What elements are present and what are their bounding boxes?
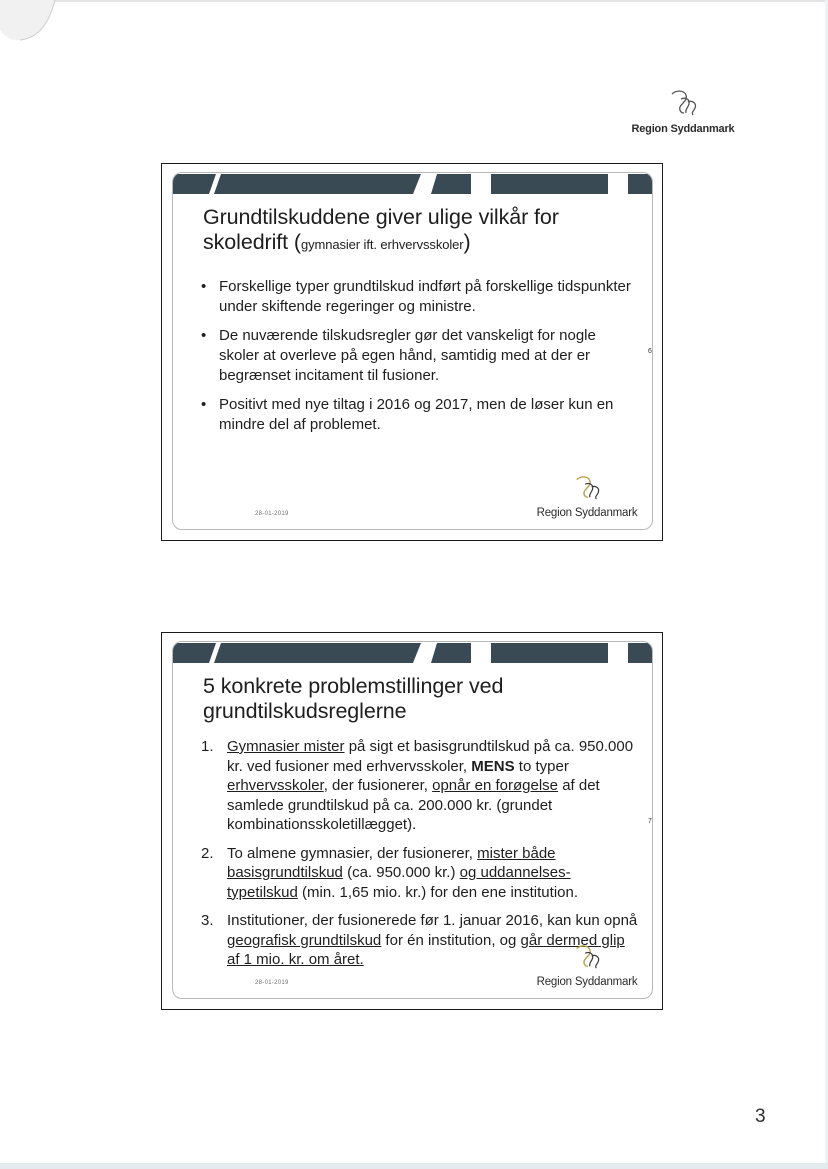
slide-7-content [172, 641, 653, 999]
slide-7-date: 28-01-2019 [255, 980, 289, 986]
item-text: af det samlede grundtilskud på ca. 200.000 kr. (grundet kombinationsskoletillægget). [227, 777, 600, 833]
item-text: , der fusionerer, [323, 777, 433, 794]
slide-6-logo [532, 474, 642, 519]
slide-7-title: 5 konkrete problemstillinger ved grundtilskudsreglerne [203, 674, 504, 723]
item-text: (ca. 950.000 kr.) [342, 864, 460, 881]
bullet-item: • Positivt med nye tiltag i 2016 og 2017, men de løser kun en mindre del af problemet. [201, 395, 631, 435]
page-number: 3 [755, 1106, 766, 1127]
header-logo [628, 88, 738, 135]
item-text: Institutioner, der fusionerede før 1. januar 2016, kan kun opnå [227, 912, 638, 929]
item-text: (min. 1,65 mio. kr.) for den ene institution. [297, 883, 579, 901]
slide-7-logo-text: Region Syddanmark [536, 976, 638, 988]
item-text: To almene gymnasier, der fusionerer, [227, 844, 478, 862]
header-logo-text: Region Syddanmark [631, 123, 735, 135]
region-syddanmark-logo-icon [666, 88, 700, 118]
page-top-edge [0, 0, 828, 2]
underlined-text: geografisk grundtilskud [227, 931, 382, 949]
slide-6-logo-text: Region Syddanmark [536, 507, 638, 519]
numbered-item [201, 844, 641, 903]
slide-6-frame [161, 163, 663, 541]
page-bottom-edge [0, 1163, 828, 1169]
slide-6-bullet-list [201, 277, 631, 444]
slide-7-logo [532, 943, 642, 988]
item-text: for én institution, og [381, 931, 521, 949]
item-number: 3. [201, 912, 214, 929]
item-text: to typer [514, 757, 569, 775]
underlined-text: Gymnasier mister [227, 738, 345, 755]
slide-banner [173, 174, 652, 194]
region-syddanmark-logo-icon [569, 943, 605, 971]
numbered-item [201, 737, 641, 835]
slide-banner [173, 643, 652, 663]
item-number: 1. [201, 738, 214, 755]
underlined-text: mister både basisgrundtilskud [227, 844, 556, 881]
bold-text: MENS [471, 757, 515, 775]
underlined-text: går dermed glip af 1 mio. kr. om året. [227, 931, 625, 968]
slide-6-title: Grundtilskuddene giver ulige vilkår for skoledrift (gymnasier ift. erhvervsskoler) [203, 205, 559, 254]
underlined-text: og uddannelses-typetilskud [227, 864, 571, 901]
slide-6-date: 28-01-2019 [255, 511, 289, 517]
scan-corner-shadow [0, 0, 60, 45]
slide-7-number: 7 [648, 818, 652, 825]
underlined-text: opnår en forøgelse [432, 777, 559, 794]
bullet-item: • Forskellige typer grundtilskud indført på forskellige tidspunkter under skiftende regeringer og ministre. [201, 277, 631, 317]
item-number: 2. [201, 844, 214, 862]
item-text: på sigt et basisgrundtilskud på ca. 950.000 kr. ved fusioner med erhvervsskoler, [227, 738, 634, 775]
underlined-text: erhvervsskoler [227, 777, 324, 794]
region-syddanmark-logo-icon [569, 474, 605, 502]
slide-7-frame [161, 632, 663, 1010]
slide-6-number: 6 [648, 348, 652, 355]
bullet-item: • De nuværende tilskudsregler gør det vanskeligt for nogle skoler at overleve på egen hånd, samtidig med at der er begrænset incitament til fusioner. [201, 326, 631, 386]
slide-6-content [172, 172, 653, 530]
